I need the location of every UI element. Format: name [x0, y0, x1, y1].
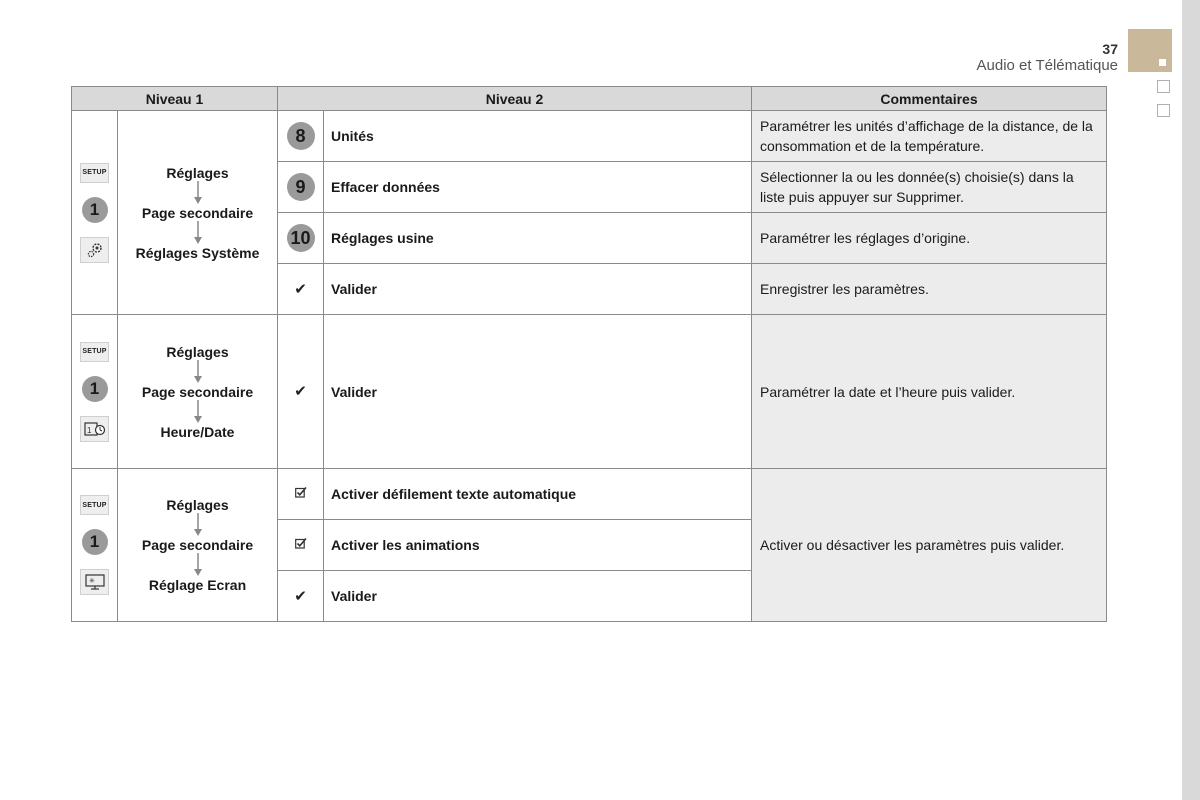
comment-cell: Paramétrer les réglages d’origine.	[752, 213, 1107, 264]
arrow-down-icon	[193, 553, 203, 577]
step-label: Réglages Système	[135, 244, 260, 261]
step-number-icon: 1	[82, 376, 108, 402]
comment-cell: Paramétrer la date et l’heure puis valider.	[752, 315, 1107, 469]
step-number-icon: 1	[82, 529, 108, 555]
calendar-clock-icon	[80, 416, 109, 442]
step-label: Page secondaire	[141, 537, 254, 553]
number-9-icon: 9	[287, 173, 315, 201]
number-10-icon: 10	[287, 224, 315, 252]
section-title: Audio et Télématique	[976, 57, 1118, 74]
level2-label: Valider	[324, 315, 752, 469]
comment-cell: Enregistrer les paramètres.	[752, 264, 1107, 315]
step-label: Page secondaire	[141, 204, 254, 221]
level2-label: Activer défilement texte automatique	[324, 469, 752, 520]
level1-path	[118, 111, 278, 315]
arrow-down-icon	[193, 400, 203, 424]
chapter-tab	[1157, 80, 1170, 93]
step-label: Réglages	[166, 164, 229, 181]
level2-symbol	[278, 162, 324, 213]
arrow-down-icon	[193, 181, 203, 205]
comment-cell: Activer ou désactiver les paramètres puis valider.	[752, 469, 1107, 622]
gear-icon	[80, 237, 109, 263]
step-label: Réglages	[166, 497, 229, 513]
checkbox-icon	[295, 537, 307, 549]
level1-icons	[72, 469, 118, 622]
level2-symbol	[278, 520, 324, 571]
settings-table	[71, 86, 1107, 622]
level2-symbol	[278, 111, 324, 162]
setup-icon: SETUP	[80, 495, 109, 515]
level1-icons	[72, 315, 118, 469]
table-row	[72, 315, 1107, 469]
level2-symbol	[278, 469, 324, 520]
setup-icon: SETUP	[80, 163, 109, 183]
page-edge-bar	[1182, 0, 1200, 800]
checkmark-icon: ✔	[294, 280, 307, 298]
level1-path	[118, 469, 278, 622]
comment-cell: Sélectionner la ou les donnée(s) choisie(s) dans la liste puis appuyer sur Supprimer.	[752, 162, 1107, 213]
arrow-down-icon	[193, 513, 203, 537]
level2-symbol	[278, 213, 324, 264]
arrow-down-icon	[193, 221, 203, 245]
table-row	[72, 469, 1107, 520]
level1-icons	[72, 111, 118, 315]
chapter-tab-active	[1128, 29, 1172, 72]
step-label: Heure/Date	[160, 423, 235, 440]
number-8-icon: 8	[287, 122, 315, 150]
arrow-down-icon	[193, 360, 203, 384]
setup-icon: SETUP	[80, 342, 109, 362]
level2-label: Valider	[324, 264, 752, 315]
level2-symbol	[278, 264, 324, 315]
level2-label: Unités	[324, 111, 752, 162]
level1-path	[118, 315, 278, 469]
chapter-tab	[1157, 104, 1170, 117]
checkmark-icon: ✔	[294, 587, 307, 605]
step-number-icon: 1	[82, 197, 108, 223]
step-label: Réglage Ecran	[148, 577, 247, 593]
tab-marker-icon	[1159, 59, 1166, 66]
level2-symbol	[278, 315, 324, 469]
svg-text:✳: ✳	[88, 578, 95, 585]
page-number: 37	[1102, 41, 1118, 57]
level2-label: Activer les animations	[324, 520, 752, 571]
table-row	[72, 111, 1107, 162]
svg-text:1: 1	[86, 425, 91, 435]
checkbox-icon	[295, 486, 307, 498]
level2-label: Réglages usine	[324, 213, 752, 264]
header-comments: Commentaires	[752, 87, 1107, 111]
level2-label: Effacer données	[324, 162, 752, 213]
comment-cell: Paramétrer les unités d’affichage de la distance, de la consommation et de la température.	[752, 111, 1107, 162]
screen-brightness-icon	[80, 569, 109, 595]
step-label: Réglages	[166, 343, 229, 360]
level2-label: Valider	[324, 571, 752, 622]
level2-symbol	[278, 571, 324, 622]
header-level2: Niveau 2	[278, 87, 752, 111]
step-label: Page secondaire	[141, 383, 254, 400]
header-level1: Niveau 1	[72, 87, 278, 111]
checkmark-icon: ✔	[294, 383, 307, 400]
